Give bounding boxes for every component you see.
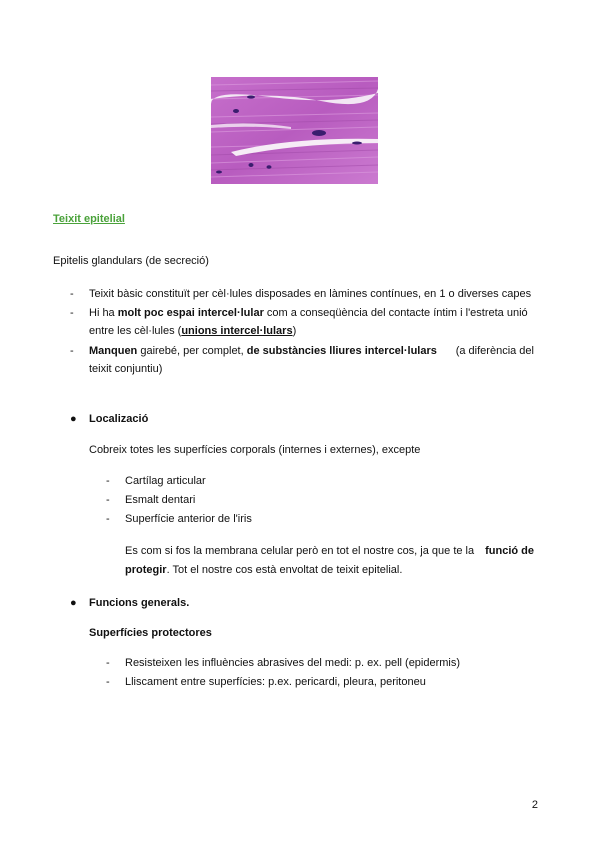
bullet-marker: ● <box>70 597 77 609</box>
dash-marker: - <box>70 345 74 357</box>
paragraph: Cobreix totes les superfícies corporals (internes i externes), excepte <box>89 444 421 456</box>
bold-text: protegir <box>125 564 167 576</box>
item-text: . Tot el nostre cos està envoltat de teixit epitelial. <box>166 564 403 576</box>
bold-text: de substàncies lliures intercel·lulars <box>246 345 437 357</box>
intro-text: Epitelis glandulars (de secreció) <box>53 255 209 267</box>
list-item-continuation <box>89 325 296 337</box>
dash-marker: - <box>70 307 74 319</box>
item-text: (a diferència del <box>455 345 534 357</box>
item-text: Superfície anterior de l'iris <box>125 513 252 525</box>
item-text: Resisteixen les influències abrasives del medi: p. ex. pell (epidermis) <box>125 657 461 669</box>
bold-text: Manquen <box>89 345 138 357</box>
bold-text: molt poc espai intercel·lular <box>117 307 264 319</box>
item-text: Lliscament entre superfícies: p.ex. pericardi, pleura, peritoneu <box>125 676 426 688</box>
note-line <box>125 545 534 557</box>
item-text: gairebé, per complet, <box>137 345 247 357</box>
item-text: Hi ha <box>89 307 118 319</box>
note-line <box>125 564 402 576</box>
tissue-micrograph <box>211 77 378 184</box>
item-text: Cartílag articular <box>125 475 206 487</box>
bullet-title: Funcions generals. <box>89 597 190 609</box>
section-heading: Teixit epitelial <box>53 213 125 225</box>
bold-text: funció de <box>485 545 534 557</box>
item-text: ) <box>292 325 297 337</box>
dash-marker: - <box>70 288 74 300</box>
bold-underlined-text: unions intercel·lulars <box>181 325 293 337</box>
subheading: Superfícies protectores <box>89 627 212 639</box>
list-item-continuation: teixit conjuntiu) <box>89 363 163 375</box>
item-text: Esmalt dentari <box>125 494 196 506</box>
item-text: com a conseqüència del contacte íntim i l'estreta unió <box>263 307 528 319</box>
item-text: Es com si fos la membrana celular però en tot el nostre cos, ja que te la <box>125 545 475 557</box>
bullet-title: Localizació <box>89 413 149 425</box>
item-text: entre les cèl·lules ( <box>89 325 182 337</box>
item-text: Teixit bàsic constituït per cèl·lules disposades en làmines contínues, en 1 o diverses capes <box>89 288 532 300</box>
bullet-marker: ● <box>70 413 77 425</box>
page-number: 2 <box>531 799 538 811</box>
